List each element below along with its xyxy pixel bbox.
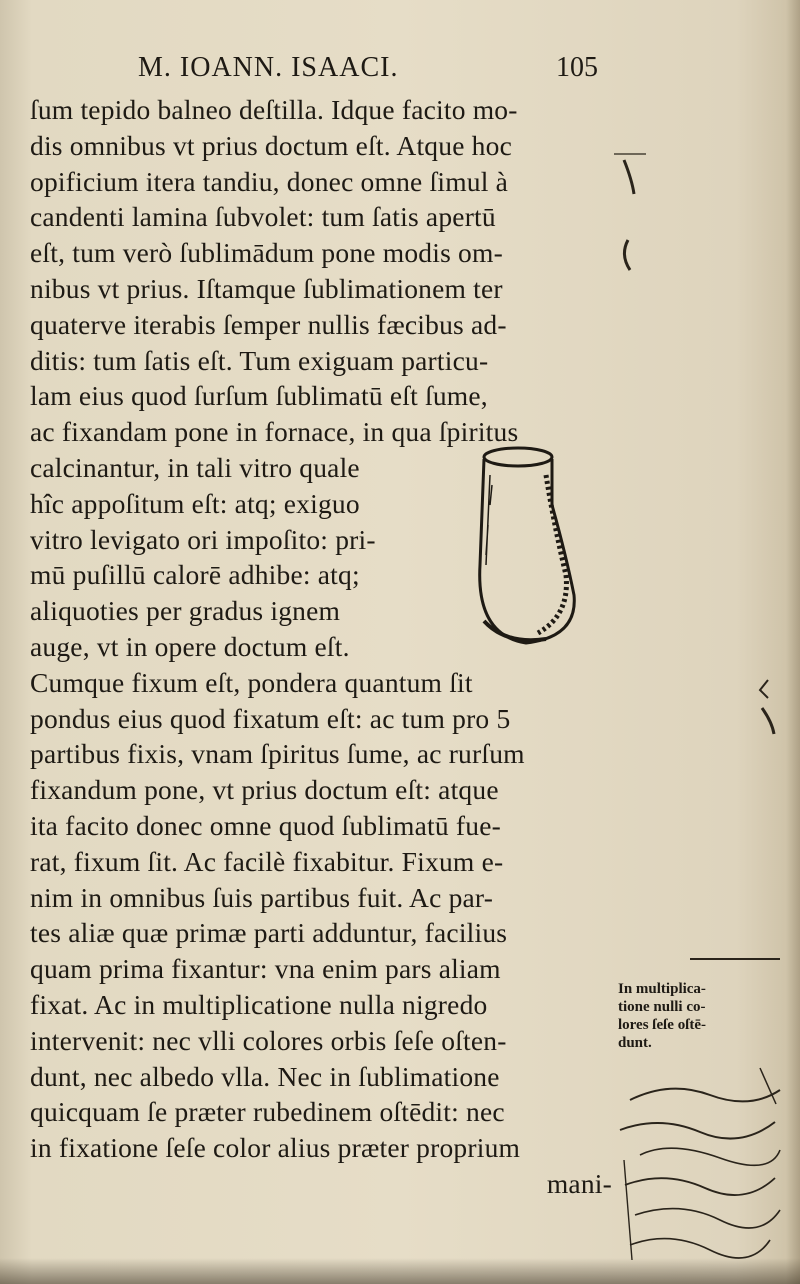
text-line: mū puſillū calorē adhibe: atq;	[30, 559, 360, 591]
text-line: nibus vt prius. Iſtamque ſublimationem ter	[30, 272, 503, 304]
text-line: ditis: tum ſatis eſt. Tum exiguam particu-	[30, 344, 489, 376]
text-line: calcinantur, in tali vitro quale	[30, 451, 360, 483]
page-number: 105	[556, 52, 598, 83]
margin-rule	[690, 958, 780, 960]
text-line: partibus fixis, vnam ſpiritus ſume, ac rurſum	[30, 738, 525, 770]
glass-flask-icon	[466, 445, 586, 655]
text-line: ſum tepido balneo deſtilla. Idque facito mo-	[30, 94, 518, 125]
text-line: Cumque fixum eſt, pondera quantum ſit	[30, 666, 473, 698]
text-line: hîc appoſitum eſt: atq; exiguo	[30, 487, 360, 519]
text-line: nim in omnibus ſuis partibus fuit. Ac par-	[30, 881, 494, 913]
text-line: ita facito donec omne quod ſublimatū fue-	[30, 809, 501, 841]
marginal-note-line: lores ſeſe oſtē-	[618, 1017, 707, 1033]
text-line: fixandum pone, vt prius doctum eſt: atque	[30, 774, 499, 806]
marginal-note	[618, 980, 778, 1052]
text-line: auge, vt in opere doctum eſt.	[30, 630, 350, 662]
text-line: eſt, tum verò ſublimādum pone modis om-	[30, 237, 503, 269]
text-line: quam prima fixantur: vna enim pars aliam	[30, 953, 501, 985]
text-line: quicquam ſe præter rubedinem oſtēdit: nec	[30, 1096, 505, 1128]
text-line: quaterve iterabis ſemper nullis fæcibus ad-	[30, 308, 507, 340]
text-line: opificium itera tandiu, donec omne ſimul à	[30, 165, 509, 197]
text-line: ac fixandam pone in fornace, in qua ſpiritus	[30, 416, 519, 448]
text-line: tes aliæ quæ primæ parti adduntur, facilius	[30, 917, 508, 949]
marginal-note-line: In multiplica-	[618, 981, 706, 997]
text-line: rat, fixum ſit. Ac facilè fixabitur. Fixum e-	[30, 845, 504, 877]
marginal-note-line: tione nulli co-	[618, 999, 706, 1015]
margin-bracket-marks-lower	[750, 650, 790, 750]
page-bottom-shadow	[0, 1258, 800, 1284]
text-line: aliquoties per gradus ignem	[30, 595, 341, 627]
text-line: dis omnibus vt prius doctum eſt. Atque hoc	[30, 129, 512, 161]
text-line: lam eius quod ſurſum ſublimatū eſt ſume,	[30, 380, 488, 412]
marginal-note-line: dunt.	[618, 1035, 652, 1051]
handwritten-scribble	[610, 1060, 790, 1280]
margin-bracket-marks	[610, 120, 650, 280]
text-line: vitro levigato ori impoſito: pri-	[30, 523, 376, 555]
text-line: pondus eius quod fixatum eſt: ac tum pro 5	[30, 702, 511, 734]
catchword: mani-	[546, 1167, 612, 1199]
text-line: in fixatione ſeſe color alius præter proprium	[30, 1132, 521, 1164]
text-line: dunt, nec albedo vlla. Nec in ſublimatione	[30, 1060, 500, 1092]
text-line: candenti lamina ſubvolet: tum ſatis apertū	[30, 201, 496, 233]
running-head: M. IOANN. ISAACI.	[138, 52, 399, 83]
text-line: fixat. Ac in multiplicatione nulla nigredo	[30, 988, 488, 1020]
page-header	[138, 52, 598, 92]
text-line: intervenit: nec vlli colores orbis ſeſe oſten-	[30, 1024, 507, 1056]
